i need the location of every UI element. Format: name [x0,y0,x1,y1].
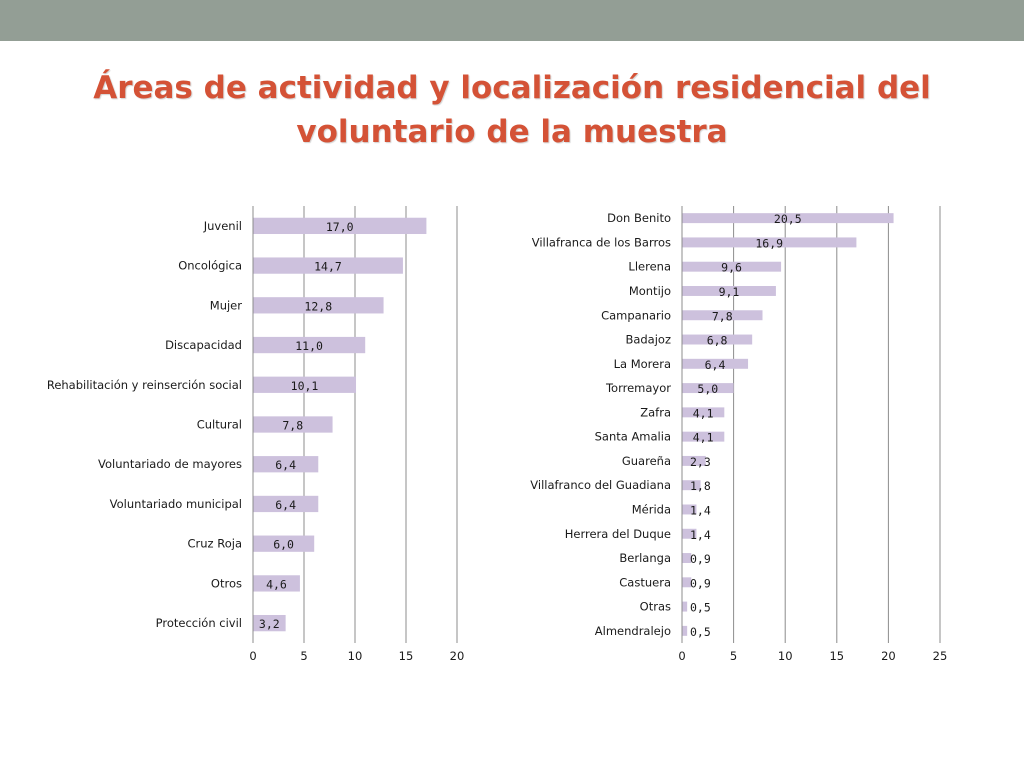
chart1-data-label-berlanga: 0,9 [690,552,711,567]
chart0-category-label-otros: Otros [210,576,242,591]
chart1-data-label-campanario: 7,8 [711,309,733,324]
chart1-category-label-herrera-del-duque: Herrera del Duque [564,526,671,541]
chart1-category-label-merida: Mérida [631,502,671,517]
chart1-data-label-santa-amalia: 4,1 [692,430,714,445]
chart0-category-label-mujer: Mujer [209,298,242,313]
chart0-x-tick-label: 5 [300,649,308,663]
chart1-x-tick-label: 10 [777,649,793,663]
slide-title-line-2: voluntario de la muestra [296,114,728,150]
chart1-category-label-castuera: Castuera [619,575,671,590]
chart0-category-label-oncologica: Oncológica [178,258,242,273]
chart1-x-tick-label: 5 [729,649,738,663]
chart1-data-label-la-morera: 6,4 [704,357,726,372]
chart0-category-label-voluntariado-municipal: Voluntariado municipal [109,496,242,511]
chart1-category-label-zafra: Zafra [640,405,671,420]
chart1-x-tick-label: 20 [881,649,896,663]
chart1-bar-otras [682,602,687,612]
chart0-data-label-juvenil: 17,0 [325,219,354,234]
chart0-x-tick-label: 0 [249,649,257,663]
chart1-category-label-villafranco-del-guadiana: Villafranco del Guadiana [530,478,671,493]
chart1-bar-almendralejo [682,626,687,636]
chart1-data-label-llerena: 9,6 [721,260,742,275]
chart1-category-label-torremayor: Torremayor [605,381,671,396]
chart0-category-label-voluntariado-de-mayores: Voluntariado de mayores [98,457,242,472]
chart0-category-label-cultural: Cultural [196,417,242,432]
chart0-category-label-cruz-roja: Cruz Roja [187,536,242,551]
chart1-category-label-villafranca-de-los-barros: Villafranca de los Barros [531,235,671,250]
chart1-data-label-guarena: 2,3 [690,454,711,469]
chart1-x-tick-label: 25 [932,649,948,663]
chart1-data-label-villafranca-de-los-barros: 16,9 [755,236,784,251]
chart1-category-label-almendralejo: Almendralejo [594,623,671,638]
chart1-category-label-don-benito: Don Benito [607,211,671,226]
chart1-data-label-almendralejo: 0,5 [690,624,711,639]
chart0-x-tick-label: 15 [398,649,414,663]
chart0-data-label-otros: 4,6 [266,577,287,592]
chart1-category-label-santa-amalia: Santa Amalia [594,429,671,444]
chart1-category-label-llerena: Llerena [628,259,671,274]
chart0-data-label-cultural: 7,8 [282,418,304,433]
chart1-category-label-otras: Otras [639,599,671,614]
chart0-data-label-oncologica: 14,7 [314,259,342,274]
chart1-data-label-zafra: 4,1 [692,406,714,421]
chart1-data-label-montijo: 9,1 [718,284,740,299]
chart1-data-label-herrera-del-duque: 1,4 [690,527,711,542]
chart0-data-label-mujer: 12,8 [304,299,333,314]
chart0-x-tick-label: 20 [449,649,465,663]
chart0-data-label-cruz-roja: 6,0 [273,537,294,552]
chart1-category-label-berlanga: Berlanga [619,551,671,566]
chart1-data-label-don-benito: 20,5 [773,212,802,227]
chart0-category-label-juvenil: Juvenil [203,218,242,233]
chart1-data-label-badajoz: 6,8 [706,333,728,348]
chart1-category-label-badajoz: Badajoz [625,332,671,347]
chart1-x-tick-label: 0 [678,649,686,663]
chart1-category-label-montijo: Montijo [628,283,671,298]
chart1-category-label-guarena: Guareña [621,453,671,468]
chart0-data-label-rehabilitacion-y-reinsercion-social: 10,1 [290,378,319,393]
chart0-x-tick-label: 10 [347,649,363,663]
slide-title-line-1: Áreas de actividad y localización residencial del [93,70,931,106]
chart0-data-label-proteccion-civil: 3,2 [258,617,280,632]
chart0-data-label-discapacidad: 11,0 [295,339,323,354]
chart1-category-label-campanario: Campanario [601,308,671,323]
chart0-category-label-discapacidad: Discapacidad [165,338,242,353]
chart1-data-label-merida: 1,4 [690,503,711,518]
chart1-x-tick-label: 15 [829,649,845,663]
chart1-category-label-la-morera: La Morera [613,356,671,371]
chart1-data-label-castuera: 0,9 [690,576,711,591]
chart1-data-label-otras: 0,5 [690,600,711,615]
chart0-data-label-voluntariado-municipal: 6,4 [275,497,297,512]
chart1-data-label-villafranco-del-guadiana: 1,8 [690,479,711,494]
chart0-data-label-voluntariado-de-mayores: 6,4 [275,458,297,473]
chart1-data-label-torremayor: 5,0 [697,382,719,397]
chart0-category-label-proteccion-civil: Protección civil [155,616,242,631]
chart0-category-label-rehabilitacion-y-reinsercion-social: Rehabilitación y reinserción social [46,377,242,392]
